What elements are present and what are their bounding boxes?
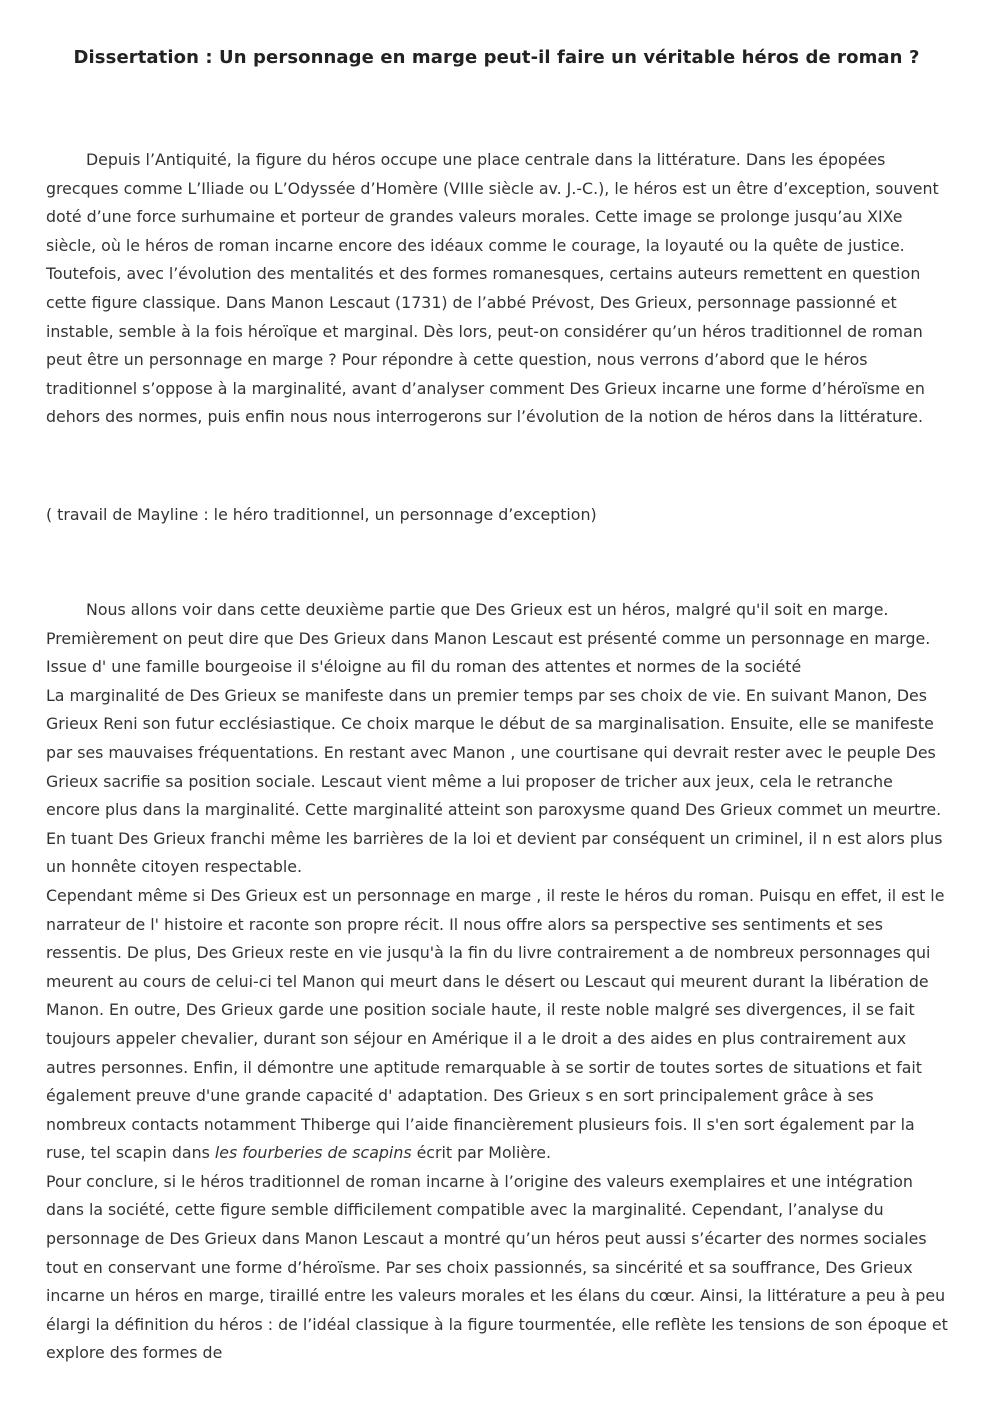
placeholder-note: ( travail de Mayline : le héro traditionnel, un personnage d’exception) <box>46 505 597 524</box>
hero-paragraph-text: Cependant même si Des Grieux est un personnage en marge , il reste le héros du roman. Puisqu en effet, il est le narrateur de l' histoire et raconte son propre récit. Il nous offre alors sa perspective ses sentiments et ses ressentis. De plus, Des Grieux reste en vie jusqu'à la fin du livre contrairement a de nombreux personnages qui meurent au cours de celui-ci tel Manon qui meurt dans le désert ou Lescaut qui meurent durant la libération de Manon. En outre, Des Grieux garde une position sociale haute, il reste noble malgré ses divergences, il se fait toujours appeler chevalier, durant son séjour en Amérique il a le droit a des aides en plus contrairement aux autres personnes. Enfin, il démontre une aptitude remarquable à se sortir de toutes sortes de situations et fait également preuve d'une grande capacité d' adaptation. Des Grieux s en sort principalement grâce à ses nombreux contacts notamment Thiberge qui l’aide financièrement plusieurs fois. Il s'en sort également par la ruse, tel scapin dans <box>46 885 945 1163</box>
conclusion-paragraph: Pour conclure, si le héros traditionnel de roman incarne à l’origine des valeurs exemplaires et une intégration dans la société, cette figure semble difficilement compatible avec la marginalité. Cependant, l’analyse du personnage de Des Grieux dans Manon Lescaut a montré qu’un héros peut aussi s’écarter des normes sociales tout en conservant une forme d’héroïsme. Par ses choix passionnés, sa sincérité et sa souffrance, Des Grieux incarne un héros en marge, tiraillé entre les valeurs morales et les élans du cœur. Ainsi, la littérature a peu à peu élargi la définition du héros : de l’idéal classique à la figure tourmentée, elle reflète les tensions de son époque et explore des formes de <box>46 1171 948 1363</box>
part2-first-point: Premièrement on peut dire que Des Grieux dans Manon Lescaut est présenté comme un personnage en marge. <box>46 628 931 648</box>
hero-paragraph-end: écrit par Molière. <box>411 1143 551 1163</box>
page-title: Dissertation : Un personnage en marge peut-il faire un véritable héros de roman ? <box>73 47 920 68</box>
second-part-section <box>46 596 948 1368</box>
part2-intro-line: Nous allons voir dans cette deuxième partie que Des Grieux est un héros, malgré qu'il soit en marge. <box>86 600 889 619</box>
hero-paragraph <box>46 882 948 1168</box>
part2-family-line: Issue d' une famille bourgeoise il s'éloigne au fil du roman des attentes et normes de la société <box>46 657 802 677</box>
book-title-italic: les fourberies de scapins <box>214 1143 412 1163</box>
introduction-paragraph: Depuis l’Antiquité, la figure du héros occupe une place centrale dans la littérature. Dans les épopées grecques comme L’Iliade ou L’Odyssée d’Homère (VIIIe siècle av. J.-C.), le héros est un être d’exception, souvent doté d’une force surhumaine et porteur de grandes valeurs morales. Cette image se prolonge jusqu’au XIXe siècle, où le héros de roman incarne encore des idéaux comme le courage, la loyauté ou la quête de justice. Toutefois, avec l’évolution des mentalités et des formes romanesques, certains auteurs remettent en question cette figure classique. Dans Manon Lescaut (1731) de l’abbé Prévost, Des Grieux, personnage passionné et instable, semble à la fois héroïque et marginal. Dès lors, peut-on considérer qu’un héros traditionnel de roman peut être un personnage en marge ? Pour répondre à cette question, nous verrons d’abord que le héros traditionnel s’oppose à la marginalité, avant d’analyser comment Des Grieux incarne une forme d’héroïsme en dehors des normes, puis enfin nous nous interrogerons sur l’évolution de la notion de héros dans la littérature. <box>46 150 939 427</box>
marginality-paragraph: La marginalité de Des Grieux se manifeste dans un premier temps par ses choix de vie. En suivant Manon, Des Grieux Reni son futur ecclésiastique. Ce choix marque le début de sa marginalisation. Ensuite, elle se manifeste par ses mauvaises fréquentations. En restant avec Manon , une courtisane qui devrait rester avec le peuple Des Grieux sacrifie sa position sociale. Lescaut vient même a lui proposer de tricher aux jeux, cela le retranche encore plus dans la marginalité. Cette marginalité atteint son paroxysme quand Des Grieux commet un meurtre. En tuant Des Grieux franchi même les barrières de la loi et devient par conséquent un criminel, il n est alors plus un honnête citoyen respectable. <box>46 685 943 877</box>
